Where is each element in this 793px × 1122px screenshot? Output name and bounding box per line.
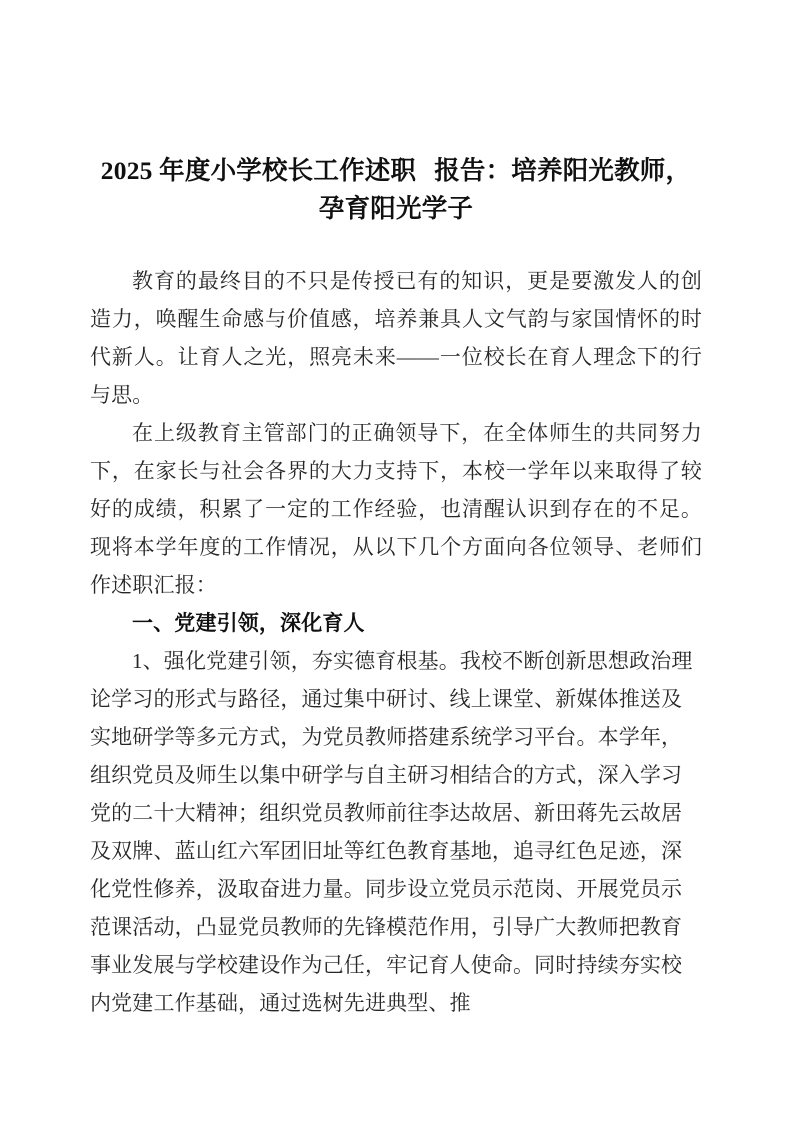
- section-heading-1: 一、党建引领，深化育人: [132, 611, 365, 635]
- page-title: [90, 0, 702, 228]
- paragraph-intro-philosophy: 教育的最终目的不只是传授已有的知识，更是要激发人的创造力，唤醒生命感与价值感，培养兼具人文气韵与家国情怀的时代新人。让育人之光，照亮未来——一位校长在育人理念下的行与思。: [90, 269, 702, 407]
- page-title-part-3: 育阳光学子: [344, 194, 474, 223]
- title-paragraph-spacer: [90, 228, 702, 262]
- document-body: [90, 0, 702, 1022]
- paragraph-intro-acknowledgement: 在上级教育主管部门的正确领导下，在全体师生的共同努力下，在家长与社会各界的大力支持下，本校一学年以来取得了较好的成绩，积累了一定的工作经验，也清醒认识到存在的不足。现将本学年度的工作情况，从以下几个方面向各位领导、老师们作述职汇报：: [90, 421, 702, 597]
- page-title-part-2: 报告：培养阳光教师，孕: [318, 156, 692, 223]
- paragraph-section-1-item-1: 1、强化党建引领，夯实德育根基。我校不断创新思想政治理论学习的形式与路径，通过集中研讨、线上课堂、新媒体推送及实地研学等多元方式，为党员教师搭建系统学习平台。本学年，组织党员及师生以集中研学与自主研习相结合的方式，深入学习党的二十大精神；组织党员教师前往李达故居、新田蒋先云故居及双牌、蓝山红六军团旧址等红色教育基地，追寻红色足迹，深化党性修养，汲取奋进力量。同步设立党员示范岗、开展党员示范课活动，凸显党员教师的先锋模范作用，引导广大教师把教育事业发展与学校建设作为己任，牢记育人使命。同时持续夯实校内党建工作基础，通过选树先进典型、推: [90, 649, 693, 1015]
- page-title-part-1: 2025 年度小学校长工作述职: [100, 156, 417, 185]
